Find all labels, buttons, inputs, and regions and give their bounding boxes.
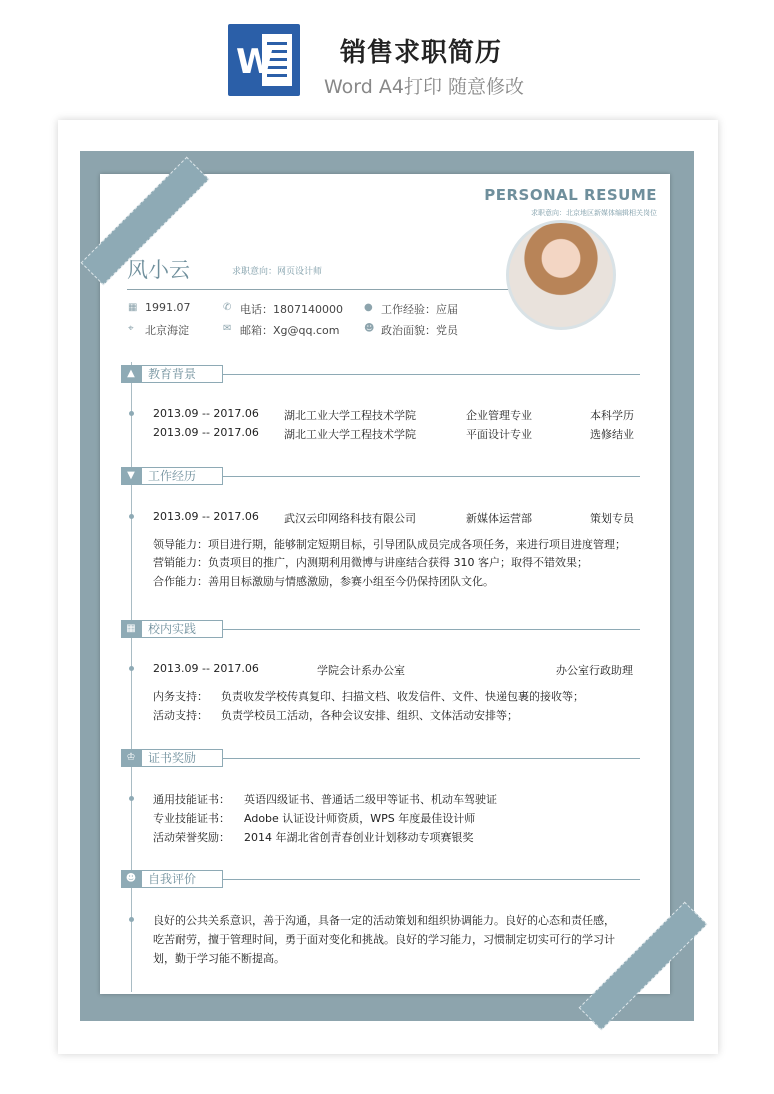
section-line bbox=[223, 629, 640, 630]
candidate-name: 风小云 bbox=[127, 258, 190, 282]
self-line: 划，勤于学习能不断提高。 bbox=[153, 952, 285, 965]
timeline-dot bbox=[129, 917, 134, 922]
section-title-campus: 校内实践 bbox=[141, 620, 223, 638]
work-date: 2013.09 -- 2017.06 bbox=[153, 510, 259, 523]
timeline-dot bbox=[129, 666, 134, 671]
timeline-line bbox=[131, 362, 132, 992]
self-line: 良好的公共关系意识，善于沟通，具备一定的活动策划和组织协调能力。良好的心态和责任感， bbox=[153, 914, 615, 927]
section-line bbox=[223, 879, 640, 880]
section-line bbox=[223, 374, 640, 375]
work-dept: 新媒体运营部 bbox=[466, 512, 532, 525]
edu-major: 平面设计专业 bbox=[466, 428, 532, 441]
edu-date: 2013.09 -- 2017.06 bbox=[153, 407, 259, 420]
edu-degree: 选修结业 bbox=[590, 428, 634, 441]
edu-major: 企业管理专业 bbox=[466, 409, 532, 422]
campus-role: 办公室行政助理 bbox=[556, 664, 633, 677]
self-line: 吃苦耐劳，擅于管理时间，勇于面对变化和挑战。良好的学习能力，习惯制定切实可行的学习计 bbox=[153, 933, 615, 946]
edu-degree: 本科学历 bbox=[590, 409, 634, 422]
info-experience: 工作经验：应届 bbox=[381, 303, 458, 316]
section-title-self: 自我评价 bbox=[141, 870, 223, 888]
timeline-dot bbox=[129, 514, 134, 519]
campus-org: 学院会计系办公室 bbox=[317, 664, 405, 677]
graduation-cap-icon: ▲ bbox=[121, 365, 141, 383]
cert-label: 通用技能证书： bbox=[153, 793, 230, 806]
info-birth: 1991.07 bbox=[145, 301, 191, 314]
job-intent: 求职意向：网页设计师 bbox=[232, 267, 323, 277]
cert-text: Adobe 认证设计师资质，WPS 年度最佳设计师 bbox=[244, 812, 476, 825]
personal-resume-title: PERSONAL RESUME bbox=[484, 186, 657, 204]
info-email: 邮箱：Xg@qq.com bbox=[240, 324, 340, 337]
cert-text: 2014 年湖北省创青春创业计划移动专项赛银奖 bbox=[244, 831, 474, 844]
campus-text: 负责学校员工活动，各种会议安排、组织、文体活动安排等； bbox=[221, 709, 518, 722]
avatar bbox=[506, 220, 616, 330]
edu-school: 湖北工业大学工程技术学院 bbox=[284, 409, 416, 422]
trophy-icon: ♔ bbox=[121, 749, 141, 767]
campus-label: 活动支持： bbox=[153, 709, 208, 722]
campus-label: 内务支持： bbox=[153, 690, 208, 703]
work-role: 策划专员 bbox=[590, 512, 634, 525]
tie-icon: ▼ bbox=[121, 467, 141, 485]
work-line: 领导能力：项目进行期，能够制定短期目标，引导团队成员完成各项任务，来进行项目进度管理； bbox=[153, 538, 626, 551]
target-line: 求职意向：北京地区新媒体编辑相关岗位 bbox=[531, 209, 657, 217]
cert-text: 英语四级证书、普通话二级甲等证书、机动车驾驶证 bbox=[244, 793, 497, 806]
section-title-certs: 证书奖励 bbox=[141, 749, 223, 767]
grid-icon: ▦ bbox=[121, 620, 141, 638]
info-politics: 政治面貌：党员 bbox=[381, 324, 458, 337]
cert-label: 专业技能证书： bbox=[153, 812, 230, 825]
phone-icon: ✆ bbox=[223, 302, 232, 313]
person-icon: ☻ bbox=[364, 323, 375, 334]
page-title: 销售求职简历 bbox=[340, 38, 503, 68]
info-phone: 电话：1807140000 bbox=[240, 303, 343, 316]
mail-icon: ✉ bbox=[223, 323, 232, 334]
calendar-icon: ▦ bbox=[128, 302, 138, 313]
location-pin-icon: ⌖ bbox=[128, 323, 134, 334]
section-line bbox=[223, 758, 640, 759]
timeline-dot bbox=[129, 796, 134, 801]
word-logo-icon bbox=[228, 24, 300, 96]
work-line: 合作能力：善用目标激励与情感激励，参赛小组至今仍保持团队文化。 bbox=[153, 575, 494, 588]
chat-icon: ● bbox=[364, 302, 373, 313]
campus-date: 2013.09 -- 2017.06 bbox=[153, 662, 259, 675]
divider bbox=[127, 289, 511, 290]
word-logo-letter: W bbox=[236, 42, 274, 82]
edu-date: 2013.09 -- 2017.06 bbox=[153, 426, 259, 439]
cert-label: 活动荣誉奖励： bbox=[153, 831, 230, 844]
campus-text: 负责收发学校传真复印、扫描文档、收发信件、文件、快递包裹的接收等； bbox=[221, 690, 584, 703]
user-icon: ☻ bbox=[121, 870, 141, 888]
section-title-work: 工作经历 bbox=[141, 467, 223, 485]
info-location: 北京海淀 bbox=[145, 324, 189, 337]
page-subtitle: Word A4打印 随意修改 bbox=[324, 76, 525, 98]
section-title-education: 教育背景 bbox=[141, 365, 223, 383]
section-line bbox=[223, 476, 640, 477]
timeline-dot bbox=[129, 411, 134, 416]
edu-school: 湖北工业大学工程技术学院 bbox=[284, 428, 416, 441]
work-line: 营销能力：负责项目的推广，内测期利用微博与讲座结合获得 310 客户；取得不错效果； bbox=[153, 556, 588, 569]
work-company: 武汉云印网络科技有限公司 bbox=[284, 512, 416, 525]
